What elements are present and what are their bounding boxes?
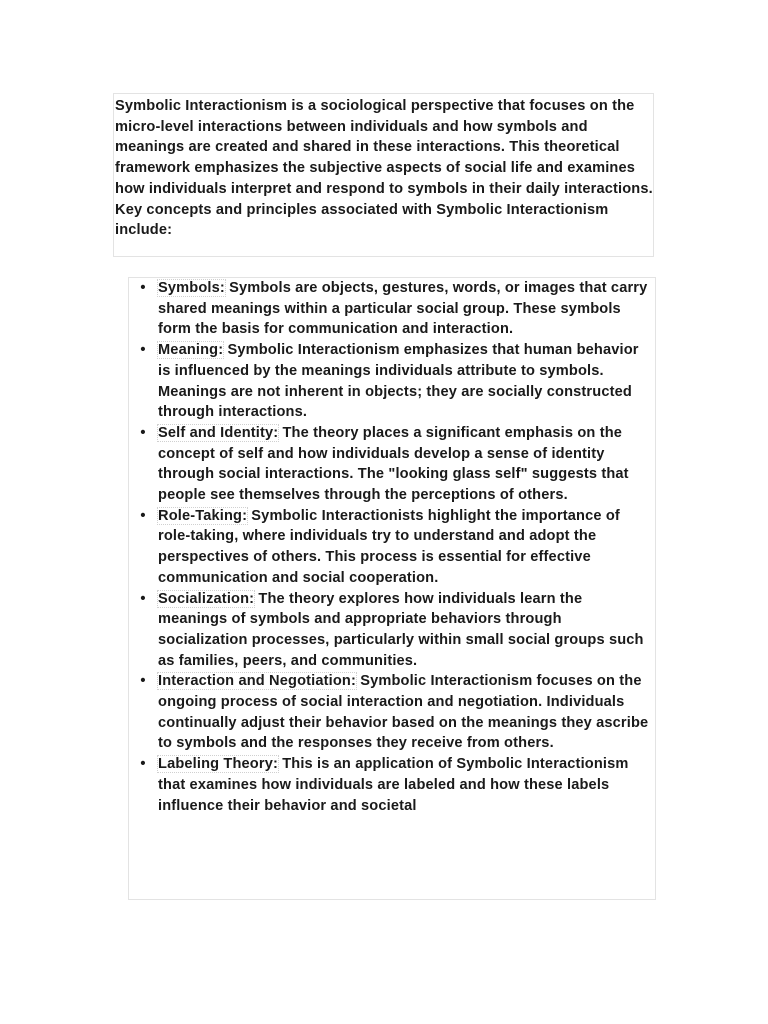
concept-description: Symbols are objects, gestures, words, or images that carry shared meanings within a particular social group. These symbols form the basis for communication and interaction. (158, 280, 648, 338)
list-item (129, 589, 655, 672)
concept-description: The theory explores how individuals learn the meanings of symbols and appropriate behaviors through socialization processes, particularly within small social groups such as families, peers, and communities. (158, 590, 644, 669)
list-item (129, 506, 655, 589)
bullet-icon: • (140, 342, 146, 359)
concept-term: Self and Identity: (158, 424, 279, 441)
concept-term: Role-Taking: (158, 507, 248, 524)
concept-description: Symbolic Interactionism focuses on the ongoing process of social interaction and negotiation. Individuals continually adjust their behavior based on the meanings they ascribe to symbols and the responses they receive from others. (158, 673, 649, 752)
concept-description: The theory places a significant emphasis on the concept of self and how individuals develop a sense of identity through social interactions. The "looking glass self" suggests that people see themselves through the perceptions of others. (158, 424, 629, 504)
list-item (129, 423, 655, 506)
concept-term: Meaning: (158, 342, 224, 359)
bullet-icon: • (140, 756, 146, 773)
concepts-list-box (128, 277, 656, 900)
bullet-icon: • (140, 280, 146, 296)
concept-term: Socialization: (158, 590, 255, 607)
concept-description: Symbolic Interactionism emphasizes that human behavior is influenced by the meanings individuals attribute to symbols. Meanings are not inherent in objects; they are socially constructed through interactions. (158, 342, 639, 421)
bullet-icon: • (140, 590, 146, 607)
bullet-icon: • (140, 424, 146, 441)
list-item (129, 671, 655, 754)
bullet-icon: • (140, 673, 146, 690)
intro-paragraph: Symbolic Interactionism is a sociological perspective that focuses on the micro-level interactions between individuals and how symbols and meanings are created and shared in these interactions. This theoretical framework emphasizes the subjective aspects of social life and examines how individuals interpret and respond to symbols in their daily interactions. Key concepts and principles associated with Symbolic Interactionism include: (115, 98, 653, 239)
concept-term: Symbols: (158, 280, 225, 296)
list-item (129, 754, 655, 816)
intro-paragraph-box (113, 93, 654, 257)
concept-term: Labeling Theory: (158, 756, 278, 773)
concept-description: Symbolic Interactionists highlight the importance of role-taking, where individuals try to understand and adopt the perspectives of others. This process is essential for effective communication and social cooperation. (158, 507, 620, 586)
bullet-icon: • (140, 507, 146, 524)
concept-term: Interaction and Negotiation: (158, 673, 356, 690)
list-item (129, 278, 655, 340)
concepts-list (129, 278, 655, 816)
list-item (129, 340, 655, 423)
concept-description: This is an application of Symbolic Interactionism that examines how individuals are labeled and how these labels influence their behavior and societal (158, 756, 629, 814)
